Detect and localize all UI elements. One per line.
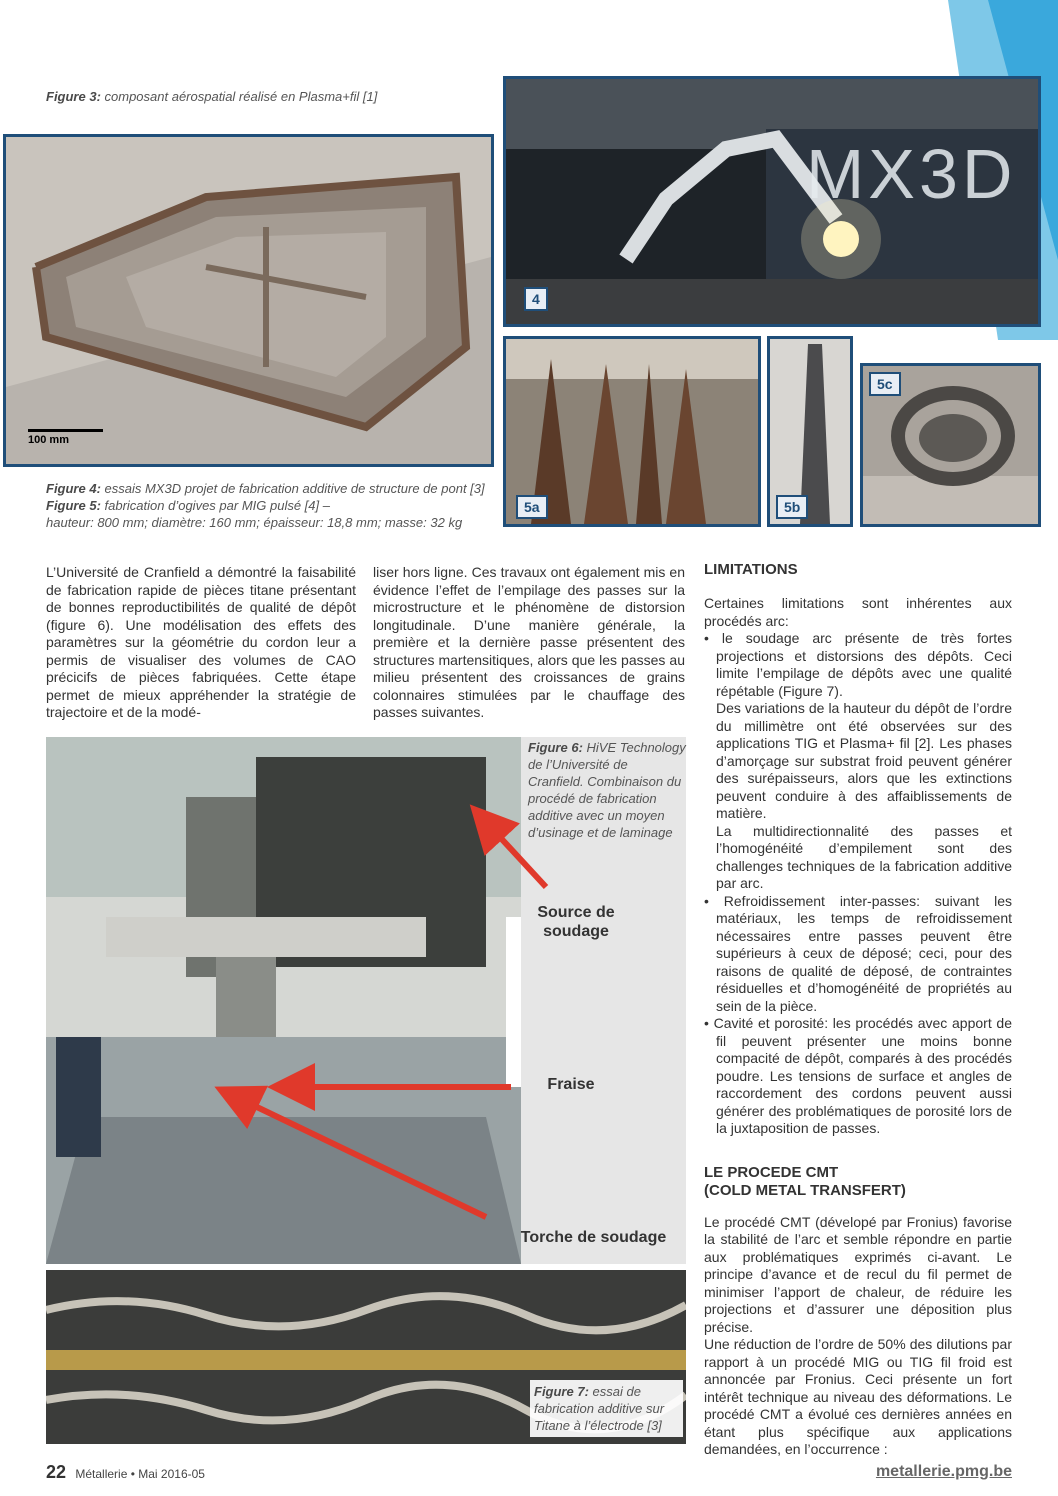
heading-limitations: LIMITATIONS <box>704 561 798 578</box>
page-number: 22 <box>46 1462 67 1482</box>
figure-6-caption: Figure 6: HiVE Technology de l’Université de Cranfield. Combinaison du procédé de fabrication additive avec un moyen d’usinage et de laminage <box>528 740 686 840</box>
footer-url[interactable]: metallerie.pmg.be <box>875 1463 1012 1480</box>
label-torche-soudage: Torche de soudage <box>520 1229 667 1246</box>
footer-left <box>46 1462 205 1483</box>
publication-info: Métallerie • Mai 2016-05 <box>75 1467 205 1481</box>
figure-3-photo <box>3 134 494 467</box>
figure-3-caption: Figure 3: composant aérospatial réalisé en Plasma+fil [1] <box>46 89 378 104</box>
tag-4: 4 <box>524 287 548 311</box>
aerospace-part-image <box>6 137 491 464</box>
heading-cmt: LE PROCEDE CMT <box>704 1163 839 1181</box>
figure-7-caption: Figure 7: essai de fabrication additive sur Titane à l’électrode [3] <box>530 1380 683 1437</box>
column-2-text: liser hors ligne. Ces travaux ont également mis en évidence l’effet de l’empilage des passes sur la microstructure et le phénomène de distorsion longitudinale. D’une manière générale, la première et la dernière passe présentent des structures martensitiques, alors que les passes au milieu présentent des croissances de grains colonnaires stimulées par le chauffage des passes suivantes. <box>373 564 685 720</box>
scale-bar: 100 mm <box>28 429 103 446</box>
mx3d-sign: MX3D <box>806 135 1017 213</box>
heading-cmt-sub: (COLD METAL TRANSFERT) <box>704 1181 906 1199</box>
tag-5a: 5a <box>516 495 548 519</box>
figure-7 <box>46 1270 686 1444</box>
figure-5c-photo <box>860 363 1041 527</box>
label-source-soudage: Source de soudage <box>537 904 615 940</box>
tag-5b: 5b <box>776 495 808 519</box>
figure-5b-photo <box>767 336 853 527</box>
figure-4-photo <box>503 76 1041 327</box>
figure-6 <box>46 737 686 1264</box>
column-1-text: L’Université de Cranfield a démontré la faisabilité de fabrication rapide de pièces titane présentant de bonnes reproductibilités de qualité de dépôt (figure 6). Une modélisation des effets des paramètres sur la géométrie du cordon leur a permis de visualiser des volumes de CAO précicifs de pièces fabriquées. Cette étape permet de mieux appréhender la stratégie de trajectoire et de la modé- <box>46 564 356 720</box>
column-3: LIMITATIONS Certaines limitations sont inhérentes aux procédés arc: • le soudage arc présente de très fortes projections et distorsions des dépôts. Ceci limite l’empilage de dépôts avec une qualité répétable (Figure 7). Des variations de la hauteur du dépôt de l’ordre du millimètre ont été observées sur des applications TIG et Plasma+ fil [2]. Les phases d’amorçage sur substrat froid peuvent générer des surépaisseurs, alors que les extinctions peuvent conduire à des affaiblissements de matière. La multidirectionnalité des passes et l’homogénéité d’empilement sont des challenges techniques de la fabrication additive par arc. • Refroidissement inter-passes: suivant les matériaux, les temps de refroidissement nécessaires entre passes peuvent être supérieurs à ceux de déposé; ceci, pour des raisons de qualité de déposé, de contraintes résiduelles et d’homogénéité de propriétés au sein de la pièce. • Cavité et porosité: les procédés avec apport de fil peuvent présenter une moins bonne compacité de dépôt, comparés à des procédés poudre. Les tensions de surface et angles de raccordement des cordons peuvent aussi générer des problématiques de porosité lors de la juxtaposition de passes. LE PROCEDE CMT (COLD METAL TRANSFERT) Le procédé CMT (dévelopé par Fronius) favorise la stabilité de l’arc et semble répondre en partie aux problématiques exprimés ci-avant. Le principe d’avance et de recul du fil permet de minimiser l’apport de chaleur, de réduire les projections et d’assurer une déposition plus précise. Une réduction de l’ordre de 50% des dilutions par rapport à un procédé MIG ou TIG fil froid est annoncée par Fronius. Ceci présente un fort intérêt technique au niveau des déformations. Le procédé CMT a évolué ces dernières années en étant plus spécifique aux applications demandées, en l’occurrence : <box>704 561 1012 1457</box>
tag-5c: 5c <box>869 372 901 396</box>
label-fraise: Fraise <box>547 1076 595 1093</box>
figure-4-5-caption: Figure 4: essais MX3D projet de fabrication additive de structure de pont [3] Figure 5: fabrication d’ogives par MIG pulsé [4] – hauteur: 800 mm; diamètre: 160 mm; épaisseur: 18,8 mm; masse: 32 kg <box>46 481 485 530</box>
figure-5a-photo <box>503 336 761 527</box>
